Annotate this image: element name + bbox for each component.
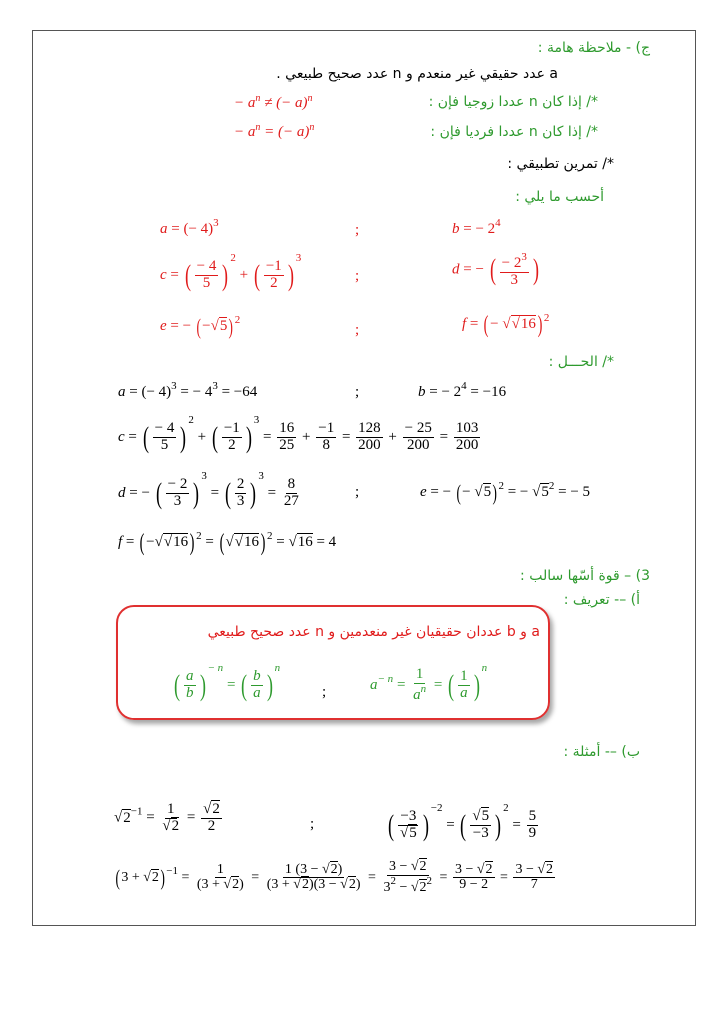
separator: ; <box>322 684 327 700</box>
exercise-prompt: أحسب ما يلي : <box>515 189 604 205</box>
separator: ; <box>310 816 315 832</box>
exercise-b: b = − $2^4$ <box>452 217 501 237</box>
note-odd-formula: − $a^n$ = (− a)$^n$ <box>234 122 315 140</box>
example-2: ( $\frac{-3}{√5}$ )$^{-2}$ = ( $\frac{√5}{-3}$ )$^2$ = $\frac{5}{9}$ <box>388 802 537 842</box>
exercise-e: e = − $(-√5)^2$ <box>160 313 241 339</box>
exercise-d: d = − ( $\frac{- 2^3}{3}$ ) <box>452 251 539 288</box>
section3-title: 3) – قوة أسّها سالب : <box>520 568 650 584</box>
definition-formula-1: ( $\frac{a}{b}$ )$^{- n}$ = ( $\frac{b}{a}$ )$^n$ <box>174 662 281 702</box>
definition-text: a و b عددان حقيقيان غير منعدمين و n عدد صحيح طبيعي <box>207 624 540 640</box>
solution-a: a = (− 4)$^3$ = − $4^3 = -64$ <box>118 380 258 400</box>
solution-title: */ الحـــل : <box>548 354 614 370</box>
separator: ; <box>355 222 360 238</box>
exercise-title: */ تمرين تطبيقي : <box>507 156 614 172</box>
note-even-text: */ إذا كان n عددا زوجيا فإن : <box>428 94 598 110</box>
separator: ; <box>355 384 360 400</box>
solution-f: f = ( −√√16) $^2$ = ( √√16) $^2$ = √16 = 4 <box>118 529 337 556</box>
example-1: $√2^{-1}$ = $\frac{1}{√2}$ = $\frac{√2}{2}$ <box>114 801 220 834</box>
solution-b: b = − $2^4 = -16$ <box>418 380 507 400</box>
example-3: $(3 + √2)^{-1}$ = $\frac{1}{(3 + √2)}$ = $\frac{1 (3 - √2)}{(3 + √2)(3 - √2)}$ = $\frac{3 - √2}{3^2 - √2^2}$ = $\frac{3 - √2}{9 - 2}$ = $\frac{3 - √2}{7}$ <box>115 859 554 895</box>
note-heading: ج) - ملاحظة هامة : <box>537 40 650 56</box>
definition-formula-2: $a^{- n}$ = $\frac{1}{a^n}$ = ( $\frac{1}{a}$ )$^n$ <box>370 662 488 704</box>
exercise-f: f = ( − √√16) $^2$ <box>462 311 550 338</box>
note-odd-text: */ إذا كان n عددا فرديا فإن : <box>430 124 598 140</box>
solution-d: d = − ( $\frac{- 2}{3}$ )$^3$ = ( $\frac{2}{3}$ )$^3$ = $\frac{8}{27}$ <box>118 470 299 510</box>
exercise-c: c = ( $\frac{- 4}{5}$ )$^2$ + ( $\frac{-1}{2}$ )$^3$ <box>160 252 302 292</box>
note-line-1: a عدد حقيقي غير منعدم و n عدد صحيح طبيعي . <box>276 66 558 82</box>
separator: ; <box>355 322 360 338</box>
solution-c: c = ( $\frac{- 4}{5}$ )$^2$ + ( $\frac{-1}{2}$ )$^3$ = $\frac{16}{25}$ + $\frac{-1}{8}$ = $\frac{128}{200}$ + $\frac{- 25}{200}$ = $\frac{103}{200}$ <box>118 414 479 454</box>
separator: ; <box>355 268 360 284</box>
note-even-formula: − $a^n$ ≠ (− a)$^n$ <box>234 93 313 111</box>
separator: ; <box>355 484 360 500</box>
examples-title: ب) –- أمثلة : <box>563 744 640 760</box>
definition-title: أ) –- تعريف : <box>563 592 640 608</box>
solution-e: e = − (− √5)$^2$ = − $√5^2$ = − 5 <box>420 479 591 505</box>
exercise-a: a = (− 4)$^3$ <box>160 217 219 237</box>
